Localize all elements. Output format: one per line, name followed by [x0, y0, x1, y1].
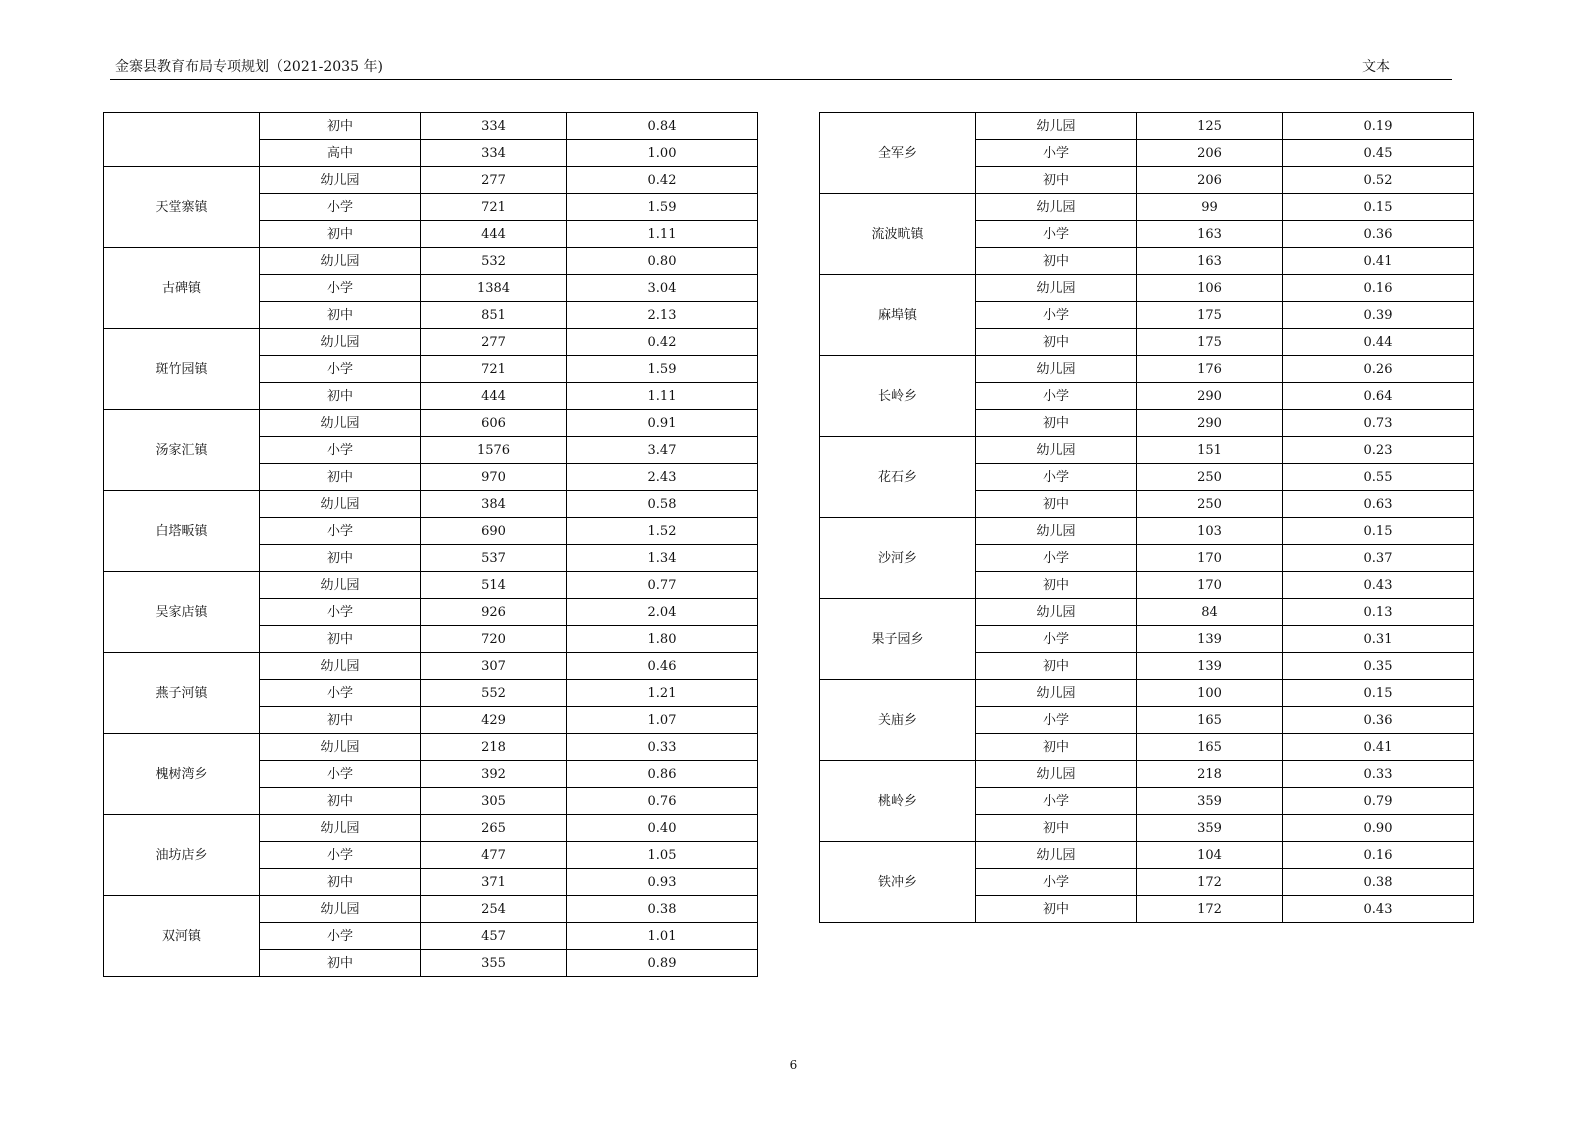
- value-cell: 3.04: [567, 275, 758, 302]
- student-count-cell: 103: [1137, 518, 1283, 545]
- student-count-cell: 165: [1137, 707, 1283, 734]
- town-name-cell: 白塔畈镇: [104, 491, 260, 572]
- school-level-cell: 幼儿园: [976, 680, 1137, 707]
- value-cell: 1.11: [567, 221, 758, 248]
- value-cell: 1.07: [567, 707, 758, 734]
- school-level-cell: 幼儿园: [260, 248, 421, 275]
- value-cell: 1.11: [567, 383, 758, 410]
- value-cell: 0.13: [1283, 599, 1474, 626]
- school-level-cell: 幼儿园: [260, 815, 421, 842]
- student-count-cell: 206: [1137, 167, 1283, 194]
- value-cell: 0.80: [567, 248, 758, 275]
- town-name-cell: 麻埠镇: [820, 275, 976, 356]
- value-cell: 1.52: [567, 518, 758, 545]
- table-row: [820, 437, 1474, 464]
- student-count-cell: 100: [1137, 680, 1283, 707]
- table-row: [820, 761, 1474, 788]
- header-divider: [110, 79, 1452, 80]
- student-count-cell: 477: [421, 842, 567, 869]
- value-cell: 1.34: [567, 545, 758, 572]
- student-count-cell: 1384: [421, 275, 567, 302]
- table-row: [820, 275, 1474, 302]
- student-count-cell: 176: [1137, 356, 1283, 383]
- value-cell: 0.44: [1283, 329, 1474, 356]
- value-cell: 0.15: [1283, 194, 1474, 221]
- value-cell: 0.45: [1283, 140, 1474, 167]
- town-name-cell: 油坊店乡: [104, 815, 260, 896]
- value-cell: 0.38: [567, 896, 758, 923]
- school-level-cell: 小学: [260, 518, 421, 545]
- value-cell: 0.33: [1283, 761, 1474, 788]
- table-row: [104, 815, 758, 842]
- school-level-cell: 小学: [260, 437, 421, 464]
- value-cell: 0.39: [1283, 302, 1474, 329]
- value-cell: 0.64: [1283, 383, 1474, 410]
- student-count-cell: 334: [421, 140, 567, 167]
- student-count-cell: 384: [421, 491, 567, 518]
- school-level-cell: 小学: [976, 707, 1137, 734]
- value-cell: 0.41: [1283, 734, 1474, 761]
- school-level-cell: 幼儿园: [976, 599, 1137, 626]
- value-cell: 0.86: [567, 761, 758, 788]
- school-level-cell: 小学: [976, 302, 1137, 329]
- value-cell: 0.76: [567, 788, 758, 815]
- value-cell: 2.04: [567, 599, 758, 626]
- value-cell: 2.13: [567, 302, 758, 329]
- table-row: [820, 680, 1474, 707]
- value-cell: 1.00: [567, 140, 758, 167]
- school-level-cell: 小学: [976, 221, 1137, 248]
- student-count-cell: 250: [1137, 491, 1283, 518]
- value-cell: 1.21: [567, 680, 758, 707]
- value-cell: 0.89: [567, 950, 758, 977]
- table-row: [104, 410, 758, 437]
- value-cell: 0.31: [1283, 626, 1474, 653]
- table-row: [104, 896, 758, 923]
- school-level-cell: 幼儿园: [260, 572, 421, 599]
- town-name-cell: 槐树湾乡: [104, 734, 260, 815]
- value-cell: 0.58: [567, 491, 758, 518]
- value-cell: 0.73: [1283, 410, 1474, 437]
- town-name-cell: 天堂寨镇: [104, 167, 260, 248]
- student-count-cell: 84: [1137, 599, 1283, 626]
- value-cell: 0.55: [1283, 464, 1474, 491]
- right-data-table: [819, 112, 1474, 923]
- student-count-cell: 254: [421, 896, 567, 923]
- value-cell: 0.43: [1283, 572, 1474, 599]
- student-count-cell: 139: [1137, 653, 1283, 680]
- document-header-title: 金寨县教育布局专项规划（2021-2035 年): [115, 59, 383, 75]
- school-level-cell: 小学: [976, 626, 1137, 653]
- value-cell: 0.23: [1283, 437, 1474, 464]
- table-row: [104, 329, 758, 356]
- value-cell: 1.01: [567, 923, 758, 950]
- school-level-cell: 小学: [260, 194, 421, 221]
- student-count-cell: 206: [1137, 140, 1283, 167]
- table-row: [104, 572, 758, 599]
- value-cell: 0.15: [1283, 518, 1474, 545]
- town-name-cell: 铁冲乡: [820, 842, 976, 923]
- table-row: [104, 113, 758, 140]
- value-cell: 1.59: [567, 356, 758, 383]
- value-cell: 1.80: [567, 626, 758, 653]
- school-level-cell: 初中: [260, 950, 421, 977]
- school-level-cell: 小学: [976, 788, 1137, 815]
- student-count-cell: 334: [421, 113, 567, 140]
- student-count-cell: 392: [421, 761, 567, 788]
- school-level-cell: 小学: [260, 680, 421, 707]
- table-row: [820, 599, 1474, 626]
- school-level-cell: 初中: [260, 788, 421, 815]
- document-section-label: 文本: [1362, 59, 1390, 75]
- school-level-cell: 小学: [260, 275, 421, 302]
- student-count-cell: 720: [421, 626, 567, 653]
- table-row: [820, 113, 1474, 140]
- student-count-cell: 175: [1137, 302, 1283, 329]
- value-cell: 0.77: [567, 572, 758, 599]
- value-cell: 0.40: [567, 815, 758, 842]
- table-row: [820, 356, 1474, 383]
- value-cell: 0.90: [1283, 815, 1474, 842]
- school-level-cell: 幼儿园: [260, 734, 421, 761]
- school-level-cell: 小学: [260, 761, 421, 788]
- town-name-cell: 长岭乡: [820, 356, 976, 437]
- student-count-cell: 970: [421, 464, 567, 491]
- school-level-cell: 小学: [976, 464, 1137, 491]
- student-count-cell: 429: [421, 707, 567, 734]
- town-name-cell: 桃岭乡: [820, 761, 976, 842]
- table-row: [820, 194, 1474, 221]
- town-name-cell: 吴家店镇: [104, 572, 260, 653]
- student-count-cell: 359: [1137, 815, 1283, 842]
- school-level-cell: 初中: [260, 302, 421, 329]
- student-count-cell: 104: [1137, 842, 1283, 869]
- school-level-cell: 幼儿园: [976, 194, 1137, 221]
- student-count-cell: 307: [421, 653, 567, 680]
- value-cell: 0.16: [1283, 275, 1474, 302]
- student-count-cell: 514: [421, 572, 567, 599]
- school-level-cell: 幼儿园: [976, 113, 1137, 140]
- school-level-cell: 小学: [260, 356, 421, 383]
- school-level-cell: 初中: [976, 815, 1137, 842]
- table-row: [104, 167, 758, 194]
- town-name-cell: 沙河乡: [820, 518, 976, 599]
- school-level-cell: 初中: [976, 248, 1137, 275]
- school-level-cell: 小学: [260, 923, 421, 950]
- student-count-cell: 139: [1137, 626, 1283, 653]
- table-row: [104, 491, 758, 518]
- school-level-cell: 初中: [976, 572, 1137, 599]
- town-name-cell: 燕子河镇: [104, 653, 260, 734]
- school-level-cell: 幼儿园: [260, 491, 421, 518]
- value-cell: 0.41: [1283, 248, 1474, 275]
- school-level-cell: 高中: [260, 140, 421, 167]
- value-cell: 1.59: [567, 194, 758, 221]
- table-row: [104, 653, 758, 680]
- school-level-cell: 小学: [260, 599, 421, 626]
- value-cell: 0.36: [1283, 221, 1474, 248]
- page-number: 6: [789, 1058, 798, 1072]
- school-level-cell: 初中: [976, 491, 1137, 518]
- value-cell: 0.84: [567, 113, 758, 140]
- student-count-cell: 851: [421, 302, 567, 329]
- value-cell: 0.46: [567, 653, 758, 680]
- school-level-cell: 小学: [976, 545, 1137, 572]
- school-level-cell: 初中: [260, 383, 421, 410]
- school-level-cell: 幼儿园: [260, 167, 421, 194]
- student-count-cell: 290: [1137, 383, 1283, 410]
- value-cell: 2.43: [567, 464, 758, 491]
- value-cell: 0.91: [567, 410, 758, 437]
- school-level-cell: 初中: [260, 707, 421, 734]
- student-count-cell: 532: [421, 248, 567, 275]
- value-cell: 0.42: [567, 329, 758, 356]
- student-count-cell: 277: [421, 167, 567, 194]
- school-level-cell: 初中: [260, 464, 421, 491]
- value-cell: 0.38: [1283, 869, 1474, 896]
- school-level-cell: 初中: [260, 545, 421, 572]
- school-level-cell: 小学: [976, 383, 1137, 410]
- student-count-cell: 552: [421, 680, 567, 707]
- school-level-cell: 初中: [976, 329, 1137, 356]
- town-name-cell: [104, 113, 260, 167]
- student-count-cell: 721: [421, 194, 567, 221]
- school-level-cell: 幼儿园: [260, 410, 421, 437]
- student-count-cell: 170: [1137, 572, 1283, 599]
- town-name-cell: 花石乡: [820, 437, 976, 518]
- student-count-cell: 444: [421, 383, 567, 410]
- school-level-cell: 初中: [260, 113, 421, 140]
- student-count-cell: 537: [421, 545, 567, 572]
- value-cell: 0.19: [1283, 113, 1474, 140]
- student-count-cell: 165: [1137, 734, 1283, 761]
- student-count-cell: 106: [1137, 275, 1283, 302]
- table-row: [820, 842, 1474, 869]
- student-count-cell: 175: [1137, 329, 1283, 356]
- school-level-cell: 幼儿园: [260, 896, 421, 923]
- value-cell: 0.16: [1283, 842, 1474, 869]
- student-count-cell: 721: [421, 356, 567, 383]
- value-cell: 0.35: [1283, 653, 1474, 680]
- town-name-cell: 关庙乡: [820, 680, 976, 761]
- school-level-cell: 初中: [260, 221, 421, 248]
- student-count-cell: 218: [1137, 761, 1283, 788]
- school-level-cell: 幼儿园: [976, 356, 1137, 383]
- student-count-cell: 457: [421, 923, 567, 950]
- student-count-cell: 290: [1137, 410, 1283, 437]
- student-count-cell: 172: [1137, 896, 1283, 923]
- school-level-cell: 幼儿园: [976, 842, 1137, 869]
- school-level-cell: 初中: [976, 734, 1137, 761]
- student-count-cell: 172: [1137, 869, 1283, 896]
- town-name-cell: 斑竹园镇: [104, 329, 260, 410]
- school-level-cell: 初中: [260, 626, 421, 653]
- student-count-cell: 606: [421, 410, 567, 437]
- student-count-cell: 125: [1137, 113, 1283, 140]
- table-row: [104, 734, 758, 761]
- town-name-cell: 果子园乡: [820, 599, 976, 680]
- value-cell: 1.05: [567, 842, 758, 869]
- value-cell: 0.15: [1283, 680, 1474, 707]
- school-level-cell: 幼儿园: [976, 761, 1137, 788]
- school-level-cell: 小学: [976, 869, 1137, 896]
- student-count-cell: 305: [421, 788, 567, 815]
- value-cell: 0.42: [567, 167, 758, 194]
- student-count-cell: 163: [1137, 221, 1283, 248]
- student-count-cell: 250: [1137, 464, 1283, 491]
- school-level-cell: 幼儿园: [976, 275, 1137, 302]
- student-count-cell: 444: [421, 221, 567, 248]
- student-count-cell: 277: [421, 329, 567, 356]
- value-cell: 0.63: [1283, 491, 1474, 518]
- student-count-cell: 690: [421, 518, 567, 545]
- school-level-cell: 初中: [976, 167, 1137, 194]
- value-cell: 0.36: [1283, 707, 1474, 734]
- student-count-cell: 926: [421, 599, 567, 626]
- table-row: [104, 248, 758, 275]
- student-count-cell: 99: [1137, 194, 1283, 221]
- school-level-cell: 初中: [976, 653, 1137, 680]
- student-count-cell: 371: [421, 869, 567, 896]
- table-row: [820, 518, 1474, 545]
- left-data-table: [103, 112, 758, 977]
- value-cell: 0.26: [1283, 356, 1474, 383]
- value-cell: 0.93: [567, 869, 758, 896]
- student-count-cell: 170: [1137, 545, 1283, 572]
- value-cell: 0.43: [1283, 896, 1474, 923]
- school-level-cell: 初中: [976, 410, 1137, 437]
- student-count-cell: 265: [421, 815, 567, 842]
- student-count-cell: 355: [421, 950, 567, 977]
- school-level-cell: 幼儿园: [976, 518, 1137, 545]
- value-cell: 3.47: [567, 437, 758, 464]
- student-count-cell: 1576: [421, 437, 567, 464]
- school-level-cell: 幼儿园: [260, 653, 421, 680]
- value-cell: 0.52: [1283, 167, 1474, 194]
- school-level-cell: 初中: [976, 896, 1137, 923]
- school-level-cell: 幼儿园: [260, 329, 421, 356]
- town-name-cell: 古碑镇: [104, 248, 260, 329]
- school-level-cell: 小学: [260, 842, 421, 869]
- town-name-cell: 全军乡: [820, 113, 976, 194]
- student-count-cell: 359: [1137, 788, 1283, 815]
- town-name-cell: 汤家汇镇: [104, 410, 260, 491]
- student-count-cell: 151: [1137, 437, 1283, 464]
- value-cell: 0.37: [1283, 545, 1474, 572]
- school-level-cell: 初中: [260, 869, 421, 896]
- value-cell: 0.79: [1283, 788, 1474, 815]
- value-cell: 0.33: [567, 734, 758, 761]
- student-count-cell: 163: [1137, 248, 1283, 275]
- school-level-cell: 幼儿园: [976, 437, 1137, 464]
- town-name-cell: 双河镇: [104, 896, 260, 977]
- student-count-cell: 218: [421, 734, 567, 761]
- school-level-cell: 小学: [976, 140, 1137, 167]
- town-name-cell: 流波㽘镇: [820, 194, 976, 275]
